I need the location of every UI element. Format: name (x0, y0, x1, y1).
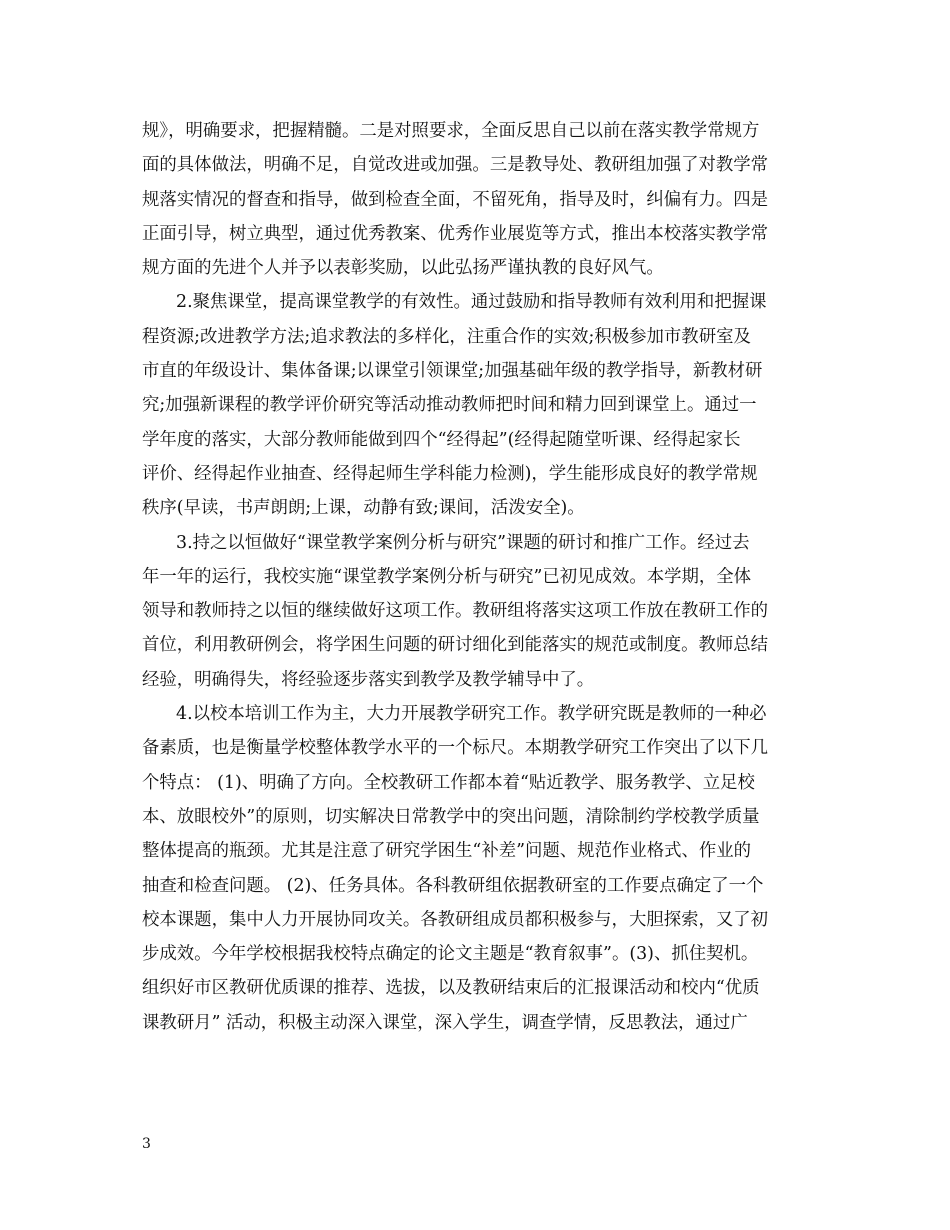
text-line: 面的具体做法，明确不足，自觉改进或加强。三是教导处、教研组加强了对教学常 (142, 155, 769, 176)
text-line: 程资源;改进教学方法;追求教法的多样化，注重合作的实效;积极参加市教研室及 (142, 326, 751, 347)
text-line: 正面引导，树立典型，通过优秀教案、优秀作业展览等方式，推出本校落实教学常 (142, 223, 769, 244)
text-line: 校本课题，集中人力开展协同攻关。各教研组成员都积极参与，大胆探索，又了初 (142, 909, 769, 930)
text-line: 备素质，也是衡量学校整体教学水平的一个标尺。本期教学研究工作突出了以下几 (142, 738, 769, 759)
text-line: 4.以校本培训工作为主，大力开展教学研究工作。教学研究既是教师的一种必 (176, 704, 767, 725)
text-line: 秩序(早读，书声朗朗;上课，动静有致;课间，活泼安全)。 (142, 498, 585, 519)
text-line: 3.持之以恒做好“课堂教学案例分析与研究”课题的研讨和推广工作。经过去 (176, 532, 750, 553)
text-line: 究;加强新课程的教学评价研究等活动推动教师把时间和精力回到课堂上。通过一 (142, 395, 757, 416)
text-line: 抽查和检查问题。 (2)、任务具体。各科教研组依据教研室的工作要点确定了一个 (142, 875, 764, 896)
text-line: 规》，明确要求，把握精髓。二是对照要求，全面反思自己以前在落实教学常规方 (142, 121, 760, 141)
text-line: 规方面的先进个人并予以表彰奖励，以此弘扬严谨执教的良好风气。 (142, 258, 664, 279)
text-line: 个特点： (1)、明确了方向。全校教研工作都本着“贴近教学、服务教学、立足校 (142, 772, 755, 793)
text-line: 领导和教师持之以恒的继续做好这项工作。教研组将落实这项工作放在教研工作的 (142, 601, 769, 622)
text-line: 评价、经得起作业抽查、经得起师生学科能力检测)，学生能形成良好的教学常规 (142, 463, 758, 484)
text-line: 学年度的落实，大部分教师能做到四个“经得起”(经得起随堂听课、经得起家长 (142, 429, 741, 450)
text-line: 课教研月” 活动，积极主动深入课堂，深入学生，调查学情，反思教法，通过广 (142, 1012, 748, 1033)
text-line: 本、放眼校外”的原则，切实解决日常教学中的突出问题，清除制约学校教学质量 (142, 806, 760, 827)
page-number: 3 (142, 1136, 151, 1152)
text-line: 规落实情况的督查和指导，做到检查全面，不留死角，指导及时，纠偏有力。四是 (142, 189, 769, 210)
text-line: 市直的年级设计、集体备课;以课堂引领课堂;加强基础年级的教学指导，新教材研 (142, 361, 763, 382)
text-line: 年一年的运行，我校实施“课堂教学案例分析与研究”已初见成效。本学期，全体 (142, 566, 752, 587)
text-line: 步成效。今年学校根据我校特点确定的论文主题是“教育叙事”。(3)、抓住契机。 (142, 944, 759, 965)
text-line: 组织好市区教研优质课的推荐、选拔，以及教研结束后的汇报课活动和校内“优质 (142, 978, 760, 999)
text-line: 经验，明确得失，将经验逐步落实到教学及教学辅导中了。 (142, 669, 595, 690)
text-line: 2.聚焦课堂，提高课堂教学的有效性。通过鼓励和指导教师有效利用和把握课 (176, 292, 767, 313)
body-text (142, 114, 822, 1040)
text-line: 整体提高的瓶颈。尤其是注意了研究学困生“补差”问题、规范作业格式、作业的 (142, 841, 752, 862)
text-line: 首位，利用教研例会，将学困生问题的研讨细化到能落实的规范或制度。教师总结 (142, 635, 769, 656)
